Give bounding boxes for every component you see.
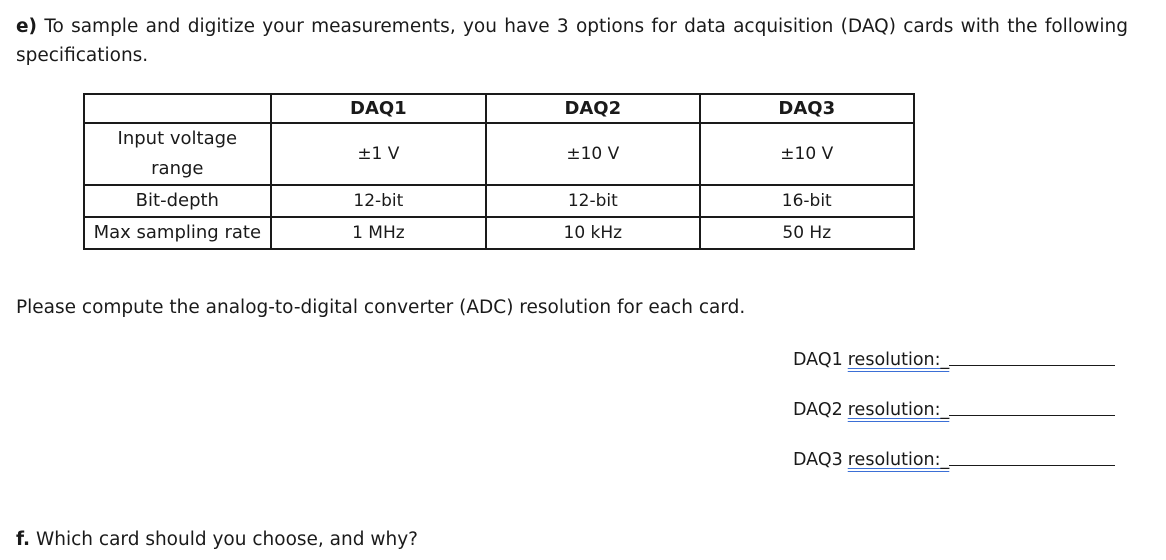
- question-e-text: To sample and digitize your measurements, you have 3 options for data acquisition (DAQ) cards with the following specifications.: [16, 16, 1129, 66]
- cell-daq2-bit-depth: 12-bit: [486, 185, 699, 217]
- daq1-answer-blank[interactable]: [949, 365, 1115, 366]
- cell-daq3-bit-depth: 16-bit: [700, 185, 914, 217]
- question-e-intro: [16, 12, 1128, 70]
- table-header-row: [84, 94, 914, 123]
- daq2-answer-blank[interactable]: [949, 415, 1115, 416]
- table-row: [84, 123, 914, 185]
- cell-daq1-bit-depth: 12-bit: [271, 185, 486, 217]
- cell-daq3-sampling-rate: 50 Hz: [700, 217, 914, 249]
- daq3-resolution-answer: [793, 450, 1115, 470]
- daq1-answer-label: resolution:_: [847, 350, 950, 370]
- daq3-answer-blank[interactable]: [949, 465, 1115, 466]
- header-empty: [84, 94, 271, 123]
- daq1-resolution-answer: [793, 350, 1115, 370]
- question-f-text: Which card should you choose, and why?: [35, 529, 418, 550]
- header-daq2: DAQ2: [486, 94, 699, 123]
- row-label-bit-depth: Bit-depth: [84, 185, 271, 217]
- question-f: [16, 529, 418, 550]
- header-daq1: DAQ1: [271, 94, 486, 123]
- daq2-answer-prefix: DAQ2: [793, 400, 843, 420]
- daq3-answer-prefix: DAQ3: [793, 450, 843, 470]
- cell-daq1-voltage: ±1 V: [271, 123, 486, 185]
- cell-daq2-voltage: ±10 V: [486, 123, 699, 185]
- cell-daq1-sampling-rate: 1 MHz: [271, 217, 486, 249]
- row-label-sampling-rate: Max sampling rate: [84, 217, 271, 249]
- header-daq3: DAQ3: [700, 94, 914, 123]
- daq-spec-table: [83, 93, 915, 250]
- question-f-label: f.: [16, 529, 31, 550]
- table-row: [84, 217, 914, 249]
- table-row: [84, 185, 914, 217]
- row-label-input-voltage: Input voltage range: [84, 123, 271, 185]
- question-e-label: e): [16, 16, 38, 37]
- resolution-prompt: Please compute the analog-to-digital converter (ADC) resolution for each card.: [16, 297, 746, 318]
- daq2-answer-label: resolution:_: [847, 400, 950, 420]
- cell-daq3-voltage: ±10 V: [700, 123, 914, 185]
- daq1-answer-prefix: DAQ1: [793, 350, 843, 370]
- cell-daq2-sampling-rate: 10 kHz: [486, 217, 699, 249]
- daq3-answer-label: resolution:_: [847, 450, 950, 470]
- daq2-resolution-answer: [793, 400, 1115, 420]
